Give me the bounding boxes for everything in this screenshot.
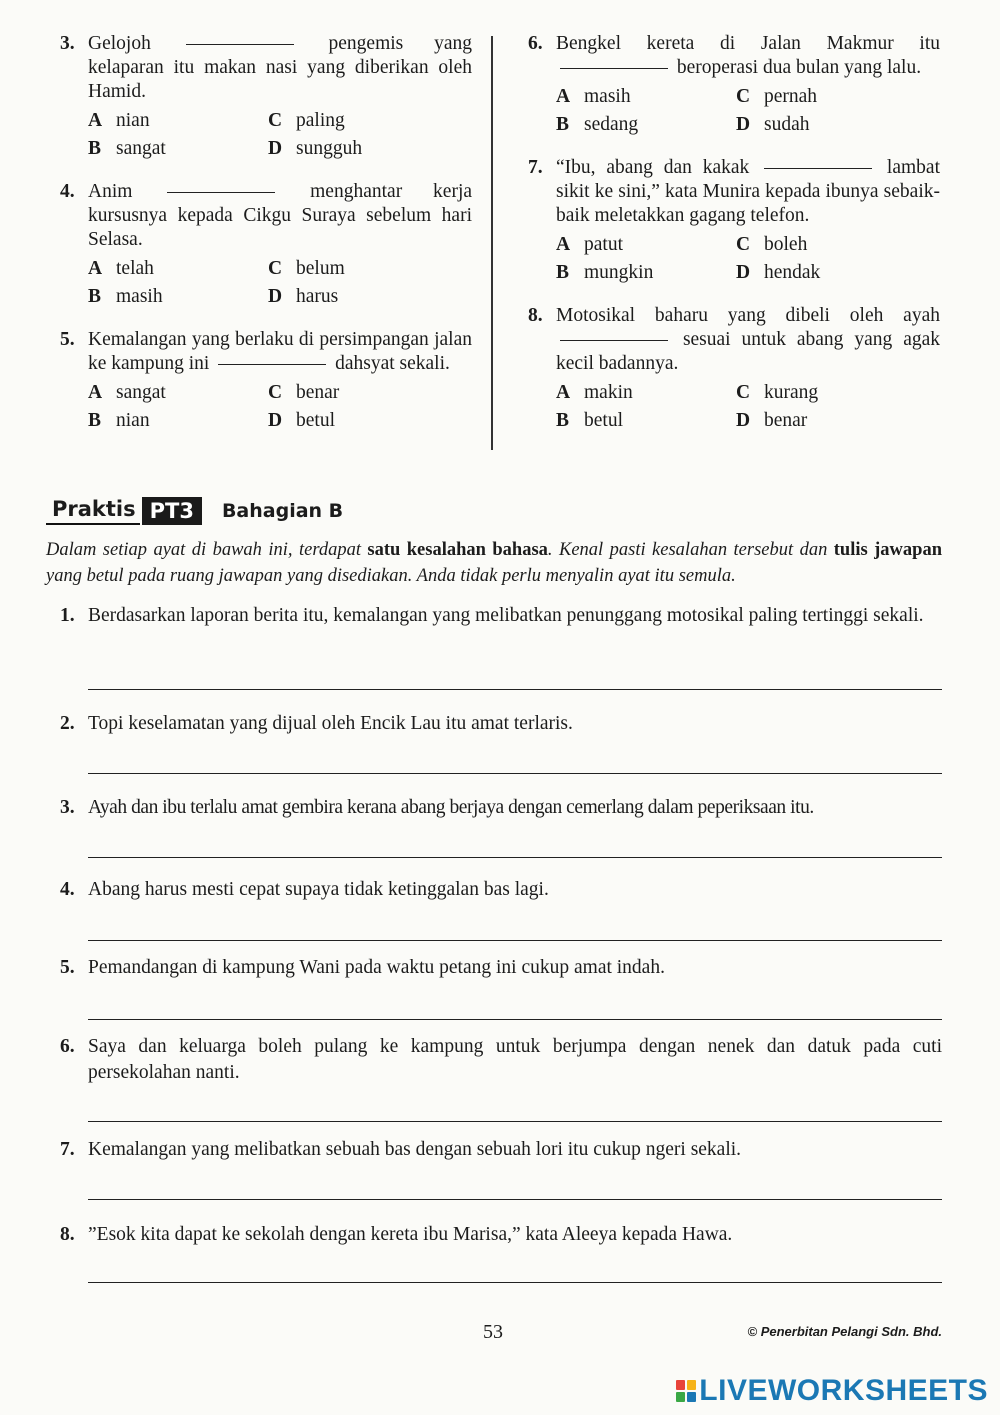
answer-blank[interactable] [764,168,872,169]
option-d[interactable]: D harus [268,286,339,307]
options [556,232,940,286]
question-text-after: sesuai untuk abang yang agak kecil badannya. [556,329,940,374]
question-number: 7. [528,157,543,178]
question-b6 [60,1034,942,1086]
question-a3 [60,32,472,162]
question-text: Berdasarkan laporan berita itu, kemalangan yang melibatkan penunggang motosikal paling tertinggi sekali. [88,605,924,626]
options [556,84,940,138]
question-text-after: dahsyat sekali. [335,353,450,374]
options [88,108,472,162]
question-b3 [60,795,942,821]
question-a4 [60,180,472,310]
answer-blank[interactable] [167,192,275,193]
option-b[interactable]: B sedang [556,114,639,135]
question-b7 [60,1137,942,1163]
question-text: ”Esok kita dapat ke sekolah dengan kereta ibu Marisa,” kata Aleeya kepada Hawa. [88,1224,733,1245]
question-number: 8. [528,305,543,326]
part-a-right-column [528,32,940,452]
question-text: Abang harus mesti cepat supaya tidak ketinggalan bas lagi. [88,879,549,900]
option-d[interactable]: D sungguh [268,138,363,159]
question-text: Saya dan keluarga boleh pulang ke kampung untuk berjumpa dengan nenek dan datuk pada cuti persekolahan nanti. [88,1036,942,1083]
answer-line-8[interactable] [88,1282,942,1283]
question-number: 5. [60,329,75,350]
answer-line-3[interactable] [88,857,942,858]
question-a8 [528,304,940,434]
options [88,256,472,310]
question-number: 1. [60,605,75,626]
page-number: 53 [483,1321,503,1343]
option-d[interactable]: D sudah [736,114,810,135]
question-text: Pemandangan di kampung Wani pada waktu petang ini cukup amat indah. [88,957,665,978]
answer-blank[interactable] [560,340,668,341]
answer-line-6[interactable] [88,1121,942,1122]
option-a[interactable]: A nian [88,110,150,131]
options [88,380,472,434]
option-b[interactable]: B mungkin [556,262,654,283]
question-text-before: Motosikal baharu yang dibeli oleh ayah [556,305,940,326]
question-number: 4. [60,879,75,900]
option-b[interactable]: B masih [88,286,163,307]
question-number: 2. [60,713,75,734]
question-a5 [60,328,472,434]
copyright-notice: © Penerbitan Pelangi Sdn. Bhd. [747,1324,942,1339]
question-text: Ayah dan ibu terlalu amat gembira kerana abang berjaya dengan cemerlang dalam peperiksaan itu. [88,797,814,818]
question-b1 [60,603,942,629]
question-b8 [60,1222,942,1248]
question-text-before: “Ibu, abang dan kakak [556,157,750,178]
question-number: 3. [60,33,75,54]
option-c[interactable]: C boleh [736,234,808,255]
option-d[interactable]: D hendak [736,262,821,283]
option-a[interactable]: A sangat [88,382,166,403]
option-a[interactable]: A telah [88,258,154,279]
question-number: 6. [60,1036,75,1057]
question-number: 5. [60,957,75,978]
question-text-after: menghantar kerja kursusnya kepada Cikgu Suraya sebelum hari Selasa. [88,181,473,250]
answer-blank[interactable] [186,44,294,45]
question-number: 8. [60,1224,75,1245]
option-b[interactable]: B sangat [88,138,166,159]
question-text: Kemalangan yang melibatkan sebuah bas dengan sebuah lori itu cukup ngeri sekali. [88,1139,742,1160]
option-c[interactable]: C benar [268,382,340,403]
answer-line-7[interactable] [88,1199,942,1200]
question-text: Topi keselamatan yang dijual oleh Encik Lau itu amat terlaris. [88,713,573,734]
instructions: Dalam setiap ayat di bawah ini, terdapat satu kesalahan bahasa. Kenal pasti kesalahan tersebut dan tulis jawapan yang betul pada ruang jawapan yang disediakan. Anda tidak perlu menyalin ayat itu semula. [46,540,942,586]
column-divider [491,36,493,450]
question-number: 6. [528,33,543,54]
answer-line-4[interactable] [88,940,942,941]
liveworksheets-brand[interactable] [676,1374,988,1408]
option-c[interactable]: C pernah [736,86,818,107]
question-number: 3. [60,797,75,818]
question-text-before: Anim [88,181,133,202]
option-b[interactable]: B nian [88,410,150,431]
part-a-left-column [60,32,472,452]
question-b5 [60,955,942,981]
answer-blank[interactable] [218,364,326,365]
question-b2 [60,711,942,737]
question-number: 4. [60,181,75,202]
option-d[interactable]: D betul [268,410,335,431]
option-a[interactable]: A makin [556,382,633,403]
question-a6 [528,32,940,138]
option-c[interactable]: C kurang [736,382,819,403]
pt3-badge: PT3 [142,497,202,525]
option-a[interactable]: A masih [556,86,631,107]
section-title: Bahagian B [221,500,344,522]
question-number: 7. [60,1139,75,1160]
options [556,380,940,434]
answer-line-2[interactable] [88,773,942,774]
praktis-label: Praktis [46,496,140,525]
answer-line-5[interactable] [88,1019,942,1020]
answer-line-1[interactable] [88,689,942,690]
section-header [46,496,343,525]
option-c[interactable]: C paling [268,110,345,131]
question-text-after: beroperasi dua bulan yang lalu. [676,57,922,78]
question-text-after: pengemis yang kelaparan itu makan nasi yang diberikan oleh Hamid. [88,33,472,102]
question-text-before: Bengkel kereta di Jalan Makmur itu [556,33,940,54]
option-c[interactable]: C belum [268,258,345,279]
question-a7 [528,156,940,286]
answer-blank[interactable] [560,68,668,69]
brand-name: LIVEWORKSHEETS [699,1374,988,1407]
liveworksheets-logo-icon [676,1380,696,1402]
option-a[interactable]: A patut [556,234,623,255]
question-b4 [60,877,942,903]
question-text-after: lambat sikit ke sini,” kata Munira kepada ibunya sebaik-baik meletakkan gagang telefon. [556,157,940,226]
question-text-before: Gelojoh [88,33,151,54]
option-b[interactable]: B betul [556,410,623,431]
option-d[interactable]: D benar [736,410,808,431]
question-text-before: Kemalangan yang berlaku di persimpangan jalan ke kampung ini [88,329,472,374]
